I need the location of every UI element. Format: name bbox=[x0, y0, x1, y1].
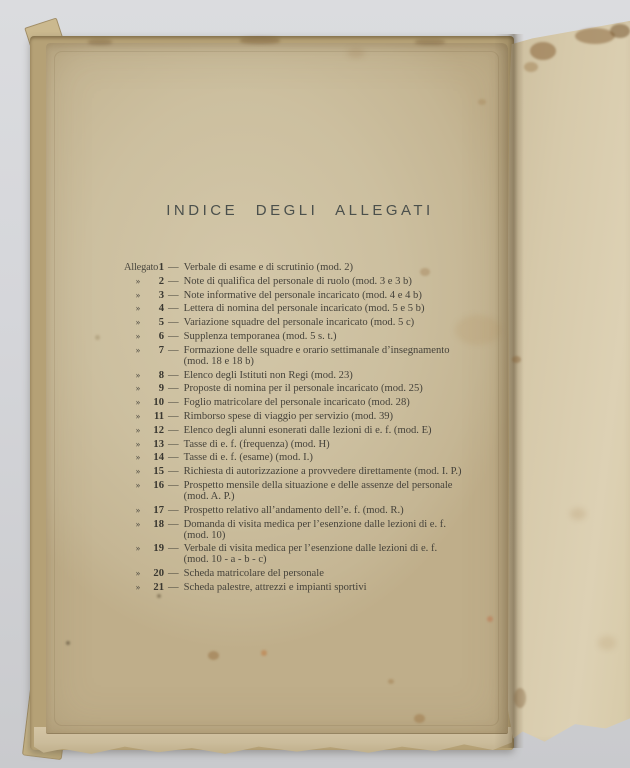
entry-text bbox=[184, 331, 476, 342]
entry-text bbox=[184, 345, 476, 367]
entry-text-line1: Elenco degli Istituti non Regi (mod. 23) bbox=[183, 369, 353, 381]
entry-number: 10 bbox=[153, 397, 164, 409]
printed-content bbox=[124, 43, 476, 596]
stain bbox=[598, 636, 616, 650]
entry-text-line1: Note informative del personale incaricato (mod. 4 e 4 b) bbox=[183, 289, 422, 301]
index-entry bbox=[124, 303, 476, 314]
entry-label: Allegato bbox=[124, 262, 159, 273]
entry-text-line1: Domanda di visita medica per l’esenzione dalle lezioni di e. f. bbox=[183, 518, 446, 530]
entry-text bbox=[184, 505, 476, 516]
index-entry bbox=[124, 480, 476, 502]
entry-label: » bbox=[135, 317, 141, 328]
index-entry bbox=[124, 383, 476, 394]
entry-number: 5 bbox=[158, 317, 164, 329]
entry-text-line1: Richiesta di autorizzazione a provvedere direttamente (mod. I. P.) bbox=[183, 466, 462, 478]
index-list bbox=[124, 262, 476, 593]
entry-separator: — bbox=[168, 262, 179, 273]
entry-text-line1: Rimborso spese di viaggio per servizio (mod. 39) bbox=[183, 410, 394, 422]
entry-label: » bbox=[135, 369, 141, 380]
entry-label: » bbox=[135, 383, 141, 394]
index-entry bbox=[124, 290, 476, 301]
stain bbox=[514, 688, 526, 708]
entry-label: » bbox=[135, 479, 141, 490]
entry-text-line1: Variazione squadre del personale incaricato (mod. 5 c) bbox=[183, 317, 415, 329]
entry-number: 7 bbox=[158, 344, 164, 356]
entry-text-line1: Verbale di esame e di scrutinio (mod. 2) bbox=[183, 262, 354, 273]
index-entry bbox=[124, 568, 476, 579]
entry-text bbox=[184, 519, 476, 541]
entry-number: 11 bbox=[153, 410, 164, 422]
entry-text bbox=[184, 290, 476, 301]
entry-text-line1: Elenco degli alunni esonerati dalle lezioni di e. f. (mod. E) bbox=[183, 424, 432, 436]
entry-separator: — bbox=[168, 410, 179, 422]
index-entry bbox=[124, 331, 476, 342]
index-entry bbox=[124, 505, 476, 516]
stain bbox=[88, 39, 112, 45]
entry-text bbox=[184, 303, 476, 314]
entry-text-line1: Prospetto relativo all’andamento dell’e. f. (mod. R.) bbox=[183, 504, 404, 516]
index-entry bbox=[124, 262, 476, 273]
index-entry bbox=[124, 452, 476, 463]
entry-text-line1: Prospetto mensile della situazione e delle assenze del personale bbox=[183, 479, 453, 491]
stain bbox=[95, 335, 100, 340]
entry-text-line1: Lettera di nomina del personale incaricato (mod. 5 e 5 b) bbox=[183, 303, 425, 315]
index-entry bbox=[124, 466, 476, 477]
stain bbox=[530, 42, 556, 60]
entry-separator: — bbox=[168, 543, 179, 555]
entry-separator: — bbox=[168, 330, 179, 342]
entry-text bbox=[184, 568, 476, 579]
index-entry bbox=[124, 543, 476, 565]
entry-text-line1: Tasse di e. f. (esame) (mod. I.) bbox=[183, 452, 313, 464]
stain bbox=[487, 616, 493, 622]
entry-label: » bbox=[135, 303, 141, 314]
entry-number: 21 bbox=[153, 581, 164, 593]
entry-number: 9 bbox=[158, 383, 164, 395]
entry-text bbox=[184, 439, 476, 450]
index-entry bbox=[124, 425, 476, 436]
entry-label: » bbox=[135, 410, 141, 421]
entry-number: 19 bbox=[153, 543, 164, 555]
entry-separator: — bbox=[168, 383, 179, 395]
entry-separator: — bbox=[168, 424, 179, 436]
entry-label: » bbox=[135, 397, 141, 408]
entry-separator: — bbox=[168, 289, 179, 301]
entry-label: » bbox=[135, 543, 141, 554]
entry-text bbox=[184, 370, 476, 381]
entry-text bbox=[184, 582, 476, 593]
page-title: INDICE DEGLI ALLEGATI bbox=[166, 202, 434, 219]
entry-text bbox=[184, 543, 476, 565]
entry-number: 15 bbox=[153, 466, 164, 478]
entry-text-line1: Note di qualifica del personale di ruolo (mod. 3 e 3 b) bbox=[183, 275, 412, 287]
entry-text-line2: (mod. A. P.) bbox=[183, 490, 235, 502]
entry-text-line2: (mod. 18 e 18 b) bbox=[183, 355, 254, 367]
entry-label: » bbox=[135, 438, 141, 449]
index-entry bbox=[124, 519, 476, 541]
entry-separator: — bbox=[168, 479, 179, 491]
entry-text bbox=[184, 425, 476, 436]
entry-number: 16 bbox=[153, 479, 164, 491]
stain bbox=[208, 651, 219, 660]
index-entry bbox=[124, 397, 476, 408]
entry-label: » bbox=[135, 466, 141, 477]
index-entry bbox=[124, 370, 476, 381]
entry-text-line1: Scheda palestre, attrezzi e impianti sportivi bbox=[183, 581, 367, 593]
entry-separator: — bbox=[168, 438, 179, 450]
entry-text bbox=[184, 466, 476, 477]
stain bbox=[524, 62, 538, 72]
entry-label: » bbox=[135, 518, 141, 529]
entry-number: 18 bbox=[153, 518, 164, 530]
entry-separator: — bbox=[168, 303, 179, 315]
entry-number: 1 bbox=[158, 262, 164, 273]
entry-text-line1: Verbale di visita medica per l’esenzione dalle lezioni di e. f. bbox=[183, 543, 438, 555]
stain bbox=[261, 650, 267, 656]
entry-separator: — bbox=[168, 504, 179, 516]
stain bbox=[610, 24, 630, 38]
stain bbox=[575, 28, 615, 44]
entry-text bbox=[184, 411, 476, 422]
entry-text-line1: Formazione delle squadre e orario settimanale d’insegnamento bbox=[183, 344, 450, 356]
entry-separator: — bbox=[168, 275, 179, 287]
entry-separator: — bbox=[168, 397, 179, 409]
entry-text bbox=[184, 452, 476, 463]
entry-label: » bbox=[135, 568, 141, 579]
entry-separator: — bbox=[168, 344, 179, 356]
index-entry bbox=[124, 317, 476, 328]
entry-text-line1: Foglio matricolare del personale incaricato (mod. 28) bbox=[183, 397, 410, 409]
entry-text-line1: Tasse di e. f. (frequenza) (mod. H) bbox=[183, 438, 330, 450]
entry-separator: — bbox=[168, 568, 179, 580]
entry-number: 2 bbox=[158, 275, 164, 287]
entry-separator: — bbox=[168, 317, 179, 329]
entry-number: 20 bbox=[153, 568, 164, 580]
entry-number: 8 bbox=[158, 369, 164, 381]
stain bbox=[388, 679, 394, 684]
index-entry bbox=[124, 345, 476, 367]
entry-label: » bbox=[135, 452, 141, 463]
entry-number: 4 bbox=[158, 303, 164, 315]
stain bbox=[570, 508, 586, 520]
entry-separator: — bbox=[168, 466, 179, 478]
entry-number: 6 bbox=[158, 330, 164, 342]
entry-label: » bbox=[135, 330, 141, 341]
entry-number: 12 bbox=[153, 424, 164, 436]
entry-label: » bbox=[135, 275, 141, 286]
entry-label: » bbox=[135, 581, 141, 592]
entry-label: » bbox=[135, 289, 141, 300]
entry-text-line1: Proposte di nomina per il personale incaricato (mod. 25) bbox=[183, 383, 423, 395]
index-entry bbox=[124, 411, 476, 422]
entry-text bbox=[184, 480, 476, 502]
stain bbox=[66, 641, 70, 645]
entry-label: » bbox=[135, 504, 141, 515]
stain bbox=[414, 714, 425, 723]
entry-label: » bbox=[135, 344, 141, 355]
entry-text bbox=[184, 397, 476, 408]
entry-separator: — bbox=[168, 518, 179, 530]
entry-separator: — bbox=[168, 369, 179, 381]
entry-text-line2: (mod. 10 - a - b - c) bbox=[183, 554, 267, 566]
book-gutter-shadow bbox=[494, 34, 524, 748]
stain bbox=[512, 356, 521, 363]
entry-text-line2: (mod. 10) bbox=[183, 529, 226, 541]
entry-number: 17 bbox=[153, 504, 164, 516]
entry-text-line1: Supplenza temporanea (mod. 5 s. t.) bbox=[183, 330, 337, 342]
entry-text bbox=[184, 383, 476, 394]
entry-text bbox=[184, 276, 476, 287]
entry-text bbox=[184, 262, 476, 273]
index-entry bbox=[124, 582, 476, 593]
stain bbox=[478, 99, 486, 105]
index-entry bbox=[124, 276, 476, 287]
entry-separator: — bbox=[168, 452, 179, 464]
entry-number: 13 bbox=[153, 438, 164, 450]
entry-number: 3 bbox=[158, 289, 164, 301]
entry-number: 14 bbox=[153, 452, 164, 464]
index-entry bbox=[124, 439, 476, 450]
entry-text bbox=[184, 317, 476, 328]
entry-separator: — bbox=[168, 581, 179, 593]
entry-text-line1: Scheda matricolare del personale bbox=[183, 568, 324, 580]
entry-label: » bbox=[135, 424, 141, 435]
